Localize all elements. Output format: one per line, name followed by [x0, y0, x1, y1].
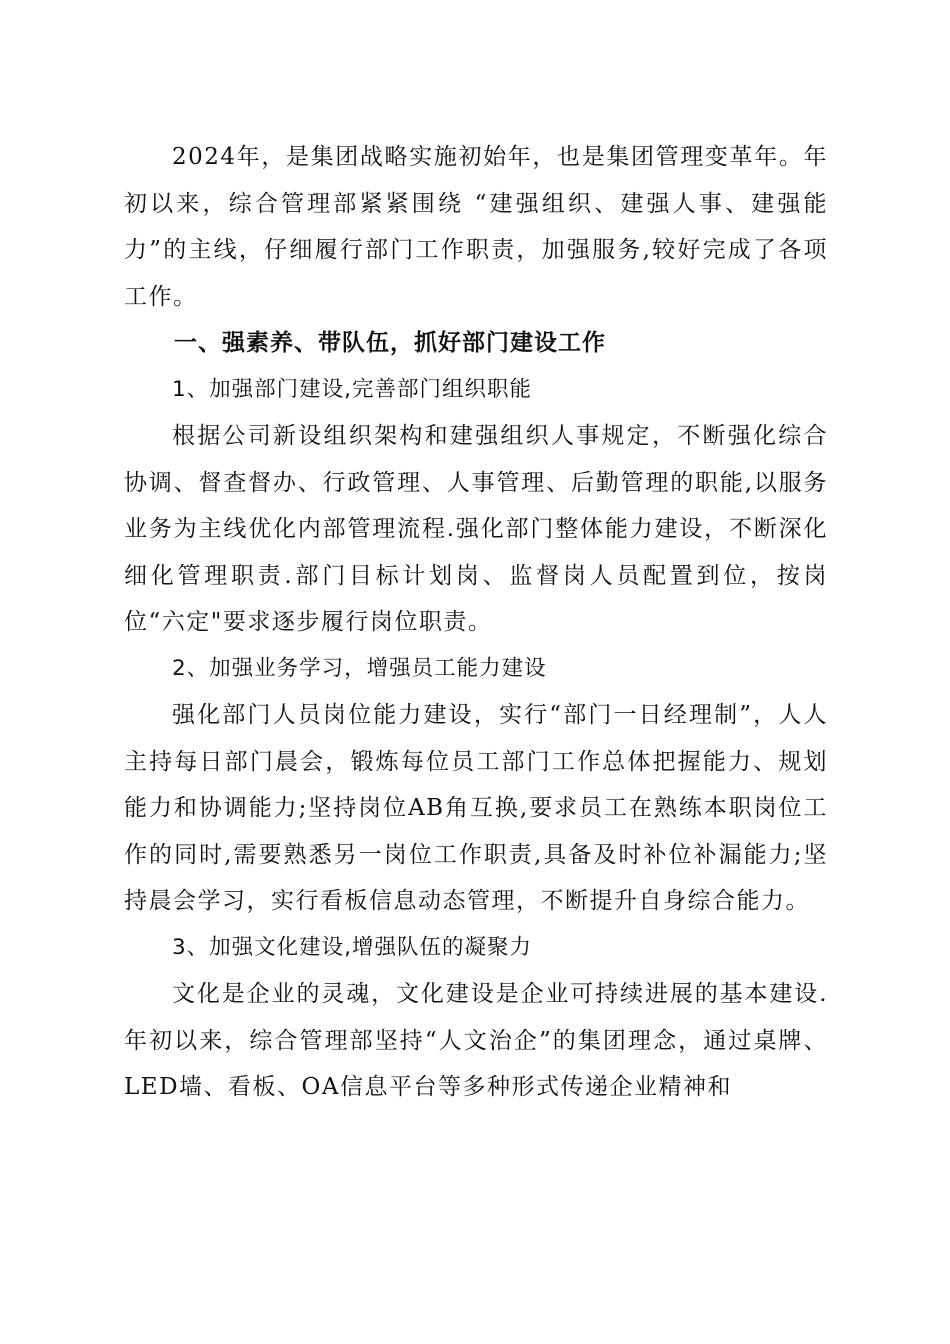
subsection-3-paragraph: 文化是企业的灵魂，文化建设是企业可持续进展的基本建设.年初以来，综合管理部坚持“人文治企”的集团理念，通过桌牌、LED墙、看板、OA信息平台等多种形式传递企业精神和: [124, 981, 828, 1100]
document-body: [124, 134, 828, 1111]
subsection-2-heading: 2、加强业务学习，增强员工能力建设: [172, 655, 547, 681]
subsection-1-heading: 1、加强部门建设,完善部门组织职能: [172, 376, 533, 402]
subsection-1-paragraph: 根据公司新设组织架构和建强组织人事规定，不断强化综合协调、督查督办、行政管理、人事管理、后勤管理的职能,以服务业务为主线优化内部管理流程.强化部门整体能力建设，不断深化细化管理职责.部门目标计划岗、监督岗人员配置到位，按岗位“六定"要求逐步履行岗位职责。: [124, 423, 828, 635]
subsection-2-paragraph: 强化部门人员岗位能力建设，实行“部门一日经理制”，人人主持每日部门晨会，锻炼每位员工部门工作总体把握能力、规划能力和协调能力;坚持岗位AB角互换,要求员工在熟练本职岗位工作的同时,需要熟悉另一岗位工作职责,具备及时补位补漏能力;坚持晨会学习，实行看板信息动态管理，不断提升自身综合能力。: [124, 702, 828, 914]
section-1-heading: 一、强素养、带队伍，抓好部门建设工作: [174, 330, 606, 356]
intro-paragraph: 2024年，是集团战略实施初始年，也是集团管理变革年。年初以来，综合管理部紧紧围绕 “建强组织、建强人事、建强能力”的主线，仔细履行部门工作职责，加强服务,较好完成了各项工作。: [124, 144, 828, 310]
subsection-3-heading: 3、加强文化建设,增强队伍的凝聚力: [172, 934, 533, 960]
